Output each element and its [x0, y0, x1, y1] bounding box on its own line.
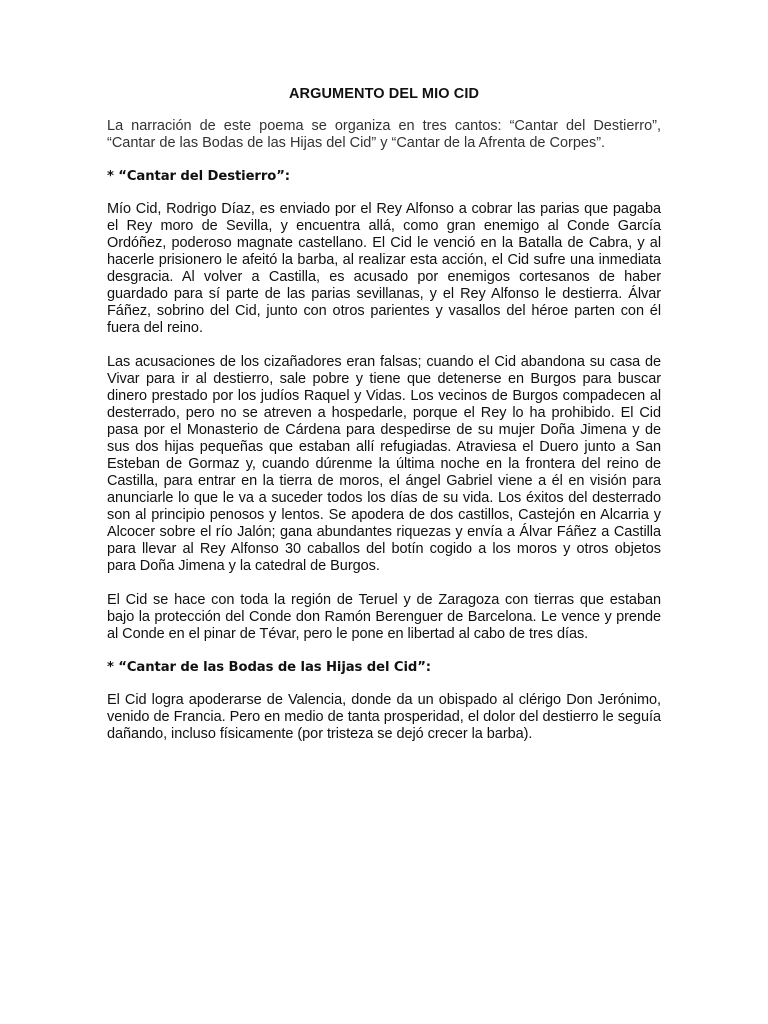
paragraph: Mío Cid, Rodrigo Díaz, es enviado por el Rey Alfonso a cobrar las parias que pagaba el Rey moro de Sevilla, y encuentra allá, como gran enemigo al Conde García Ordóñez, poderoso magnate castellano. El Cid le venció en la Batalla de Cabra, y al hacerle prisionero le afeitó la barba, al realizar esta acción, el Cid sufre una inmediata desgracia. Al volver a Castilla, es acusado por enemigos cortesanos de haber guardado para sí parte de las parias sevillanas, y el Rey Alfonso le destierra. Álvar Fáñez, sobrino del Cid, junto con otros parientes y vasallos del héroe parten con él fuera del reino. — [107, 201, 661, 336]
section-heading-destierro: * “Cantar del Destierro”: — [107, 169, 290, 184]
paragraph: El Cid se hace con toda la región de Teruel y de Zaragoza con tierras que estaban bajo la protección del Conde don Ramón Berenguer de Barcelona. Le vence y prende al Conde en el pinar de Tévar, pero le pone en libertad al cabo de tres días. — [107, 592, 661, 642]
intro-paragraph: La narración de este poema se organiza en tres cantos: “Cantar del Destierro”, “Cantar de las Bodas de las Hijas del Cid” y “Cantar de la Afrenta de Corpes”. — [107, 118, 661, 151]
paragraph: Las acusaciones de los cizañadores eran falsas; cuando el Cid abandona su casa de Vivar para ir al destierro, sale pobre y tiene que detenerse en Burgos para buscar dinero prestado por los judíos Raquel y Vidas. Los vecinos de Burgos compadecen al desterrado, pero no se atreven a hospedarle, porque el Rey lo ha prohibido. El Cid pasa por el Monasterio de Cárdena para despedirse de su mujer Doña Jimena y de sus dos hijas pequeñas que estaban allí refugiadas. Atraviesa el Duero junto a San Esteban de Gormaz y, cuando dúrenme la última noche en la frontera del reino de Castilla, para entrar en la tierra de moros, el ángel Gabriel viene a él en visión para anunciarle lo que le va a suceder todos los días de su vida. Los éxitos del desterrado son al principio penosos y lentos. Se apodera de dos castillos, Castejón en Alcarria y Alcocer sobre el río Jalón; gana abundantes riquezas y envía a Álvar Fáñez a Castilla para llevar al Rey Alfonso 30 caballos del botín cogido a los moros y otros objetos para Doña Jimena y la catedral de Burgos. — [107, 354, 661, 574]
document-page — [107, 86, 661, 760]
paragraph: El Cid logra apoderarse de Valencia, donde da un obispado al clérigo Don Jerónimo, venido de Francia. Pero en medio de tanta prosperidad, el dolor del destierro le seguía dañando, incluso físicamente (por tristeza se dejó crecer la barba). — [107, 692, 661, 742]
section-heading-bodas: * “Cantar de las Bodas de las Hijas del Cid”: — [107, 660, 431, 675]
document-title: ARGUMENTO DEL MIO CID — [288, 86, 480, 102]
